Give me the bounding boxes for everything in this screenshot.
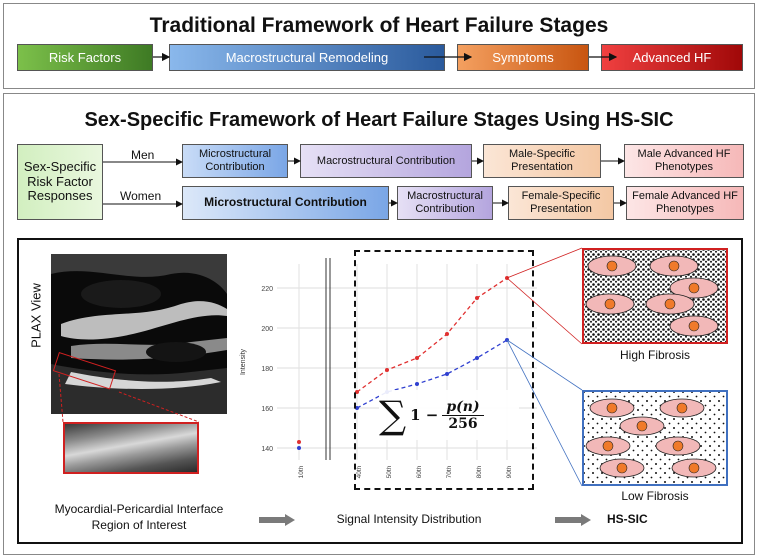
x-tick-label: 80th: [476, 465, 483, 479]
y-tick-label: 180: [261, 366, 273, 373]
x-tick-label: 60th: [416, 465, 423, 479]
formula-one-minus: 1 −: [410, 406, 439, 424]
low-fibrosis-label: Low Fibrosis: [621, 489, 689, 503]
women-step-macro: Macrostructural Contribution: [397, 186, 493, 220]
connector-low-bottom: [507, 340, 582, 486]
x-tick-label: 40th: [356, 465, 363, 479]
x-tick-label: 50th: [386, 465, 393, 479]
men-step-advanced: Male Advanced HF Phenotypes: [624, 144, 744, 178]
women-step-presentation: Female-Specific Presentation: [508, 186, 614, 220]
women-step-micro: Microstructural Contribution: [182, 186, 389, 220]
fibrosis-connectors: [19, 240, 743, 542]
distribution-label: Signal Intensity Distribution: [336, 512, 482, 526]
formula-sum-symbol: ∑: [379, 393, 407, 437]
sex-specific-arrows: [4, 94, 754, 234]
traditional-title: Traditional Framework of Heart Failure Stages: [149, 14, 609, 37]
stage-advanced-hf: Advanced HF: [601, 44, 743, 71]
men-step-micro: Microstructural Contribution: [182, 144, 288, 178]
hs-sic-workflow: [17, 238, 743, 544]
connector-high-bottom: [507, 278, 582, 344]
roi-label-line2: Region of Interest: [91, 517, 187, 532]
sex-specific-panel: [3, 93, 755, 555]
stage-risk-factors: Risk Factors: [17, 44, 153, 71]
y-tick-label: 220: [261, 286, 273, 293]
formula-numerator: p(n): [442, 399, 483, 416]
x-tick-label: 70th: [446, 465, 453, 479]
risk-factor-responses-box: Sex-Specific Risk Factor Responses: [17, 144, 103, 220]
formula-denominator: 256: [448, 415, 478, 432]
high-fibrosis-label: High Fibrosis: [619, 348, 691, 362]
stage-macrostructural-remodeling: Macrostructural Remodeling: [169, 44, 445, 71]
x-tick-label: 10th: [298, 465, 305, 479]
men-step-macro: Macrostructural Contribution: [300, 144, 472, 178]
plax-view-label: PLAX View: [28, 283, 44, 348]
traditional-arrows: [4, 4, 754, 90]
women-label: Women: [120, 189, 162, 203]
y-axis-label: Intensity: [240, 348, 247, 376]
connector-high-top: [507, 248, 582, 278]
x-tick-label: 90th: [506, 465, 513, 479]
y-tick-label: 140: [261, 446, 273, 453]
men-step-presentation: Male-Specific Presentation: [483, 144, 601, 178]
men-label: Men: [131, 148, 155, 162]
traditional-panel: [3, 3, 755, 89]
stage-symptoms: Symptoms: [457, 44, 589, 71]
sex-specific-title: Sex-Specific Framework of Heart Failure Stages Using HS-SIC: [84, 109, 674, 131]
hs-sic-label: HS-SIC: [607, 512, 648, 526]
y-tick-label: 200: [261, 326, 273, 333]
women-step-advanced: Female Advanced HF Phenotypes: [626, 186, 744, 220]
roi-label-line1: Myocardial-Pericardial Interface: [54, 502, 224, 516]
y-tick-label: 160: [261, 406, 273, 413]
connector-low-top: [507, 340, 582, 390]
